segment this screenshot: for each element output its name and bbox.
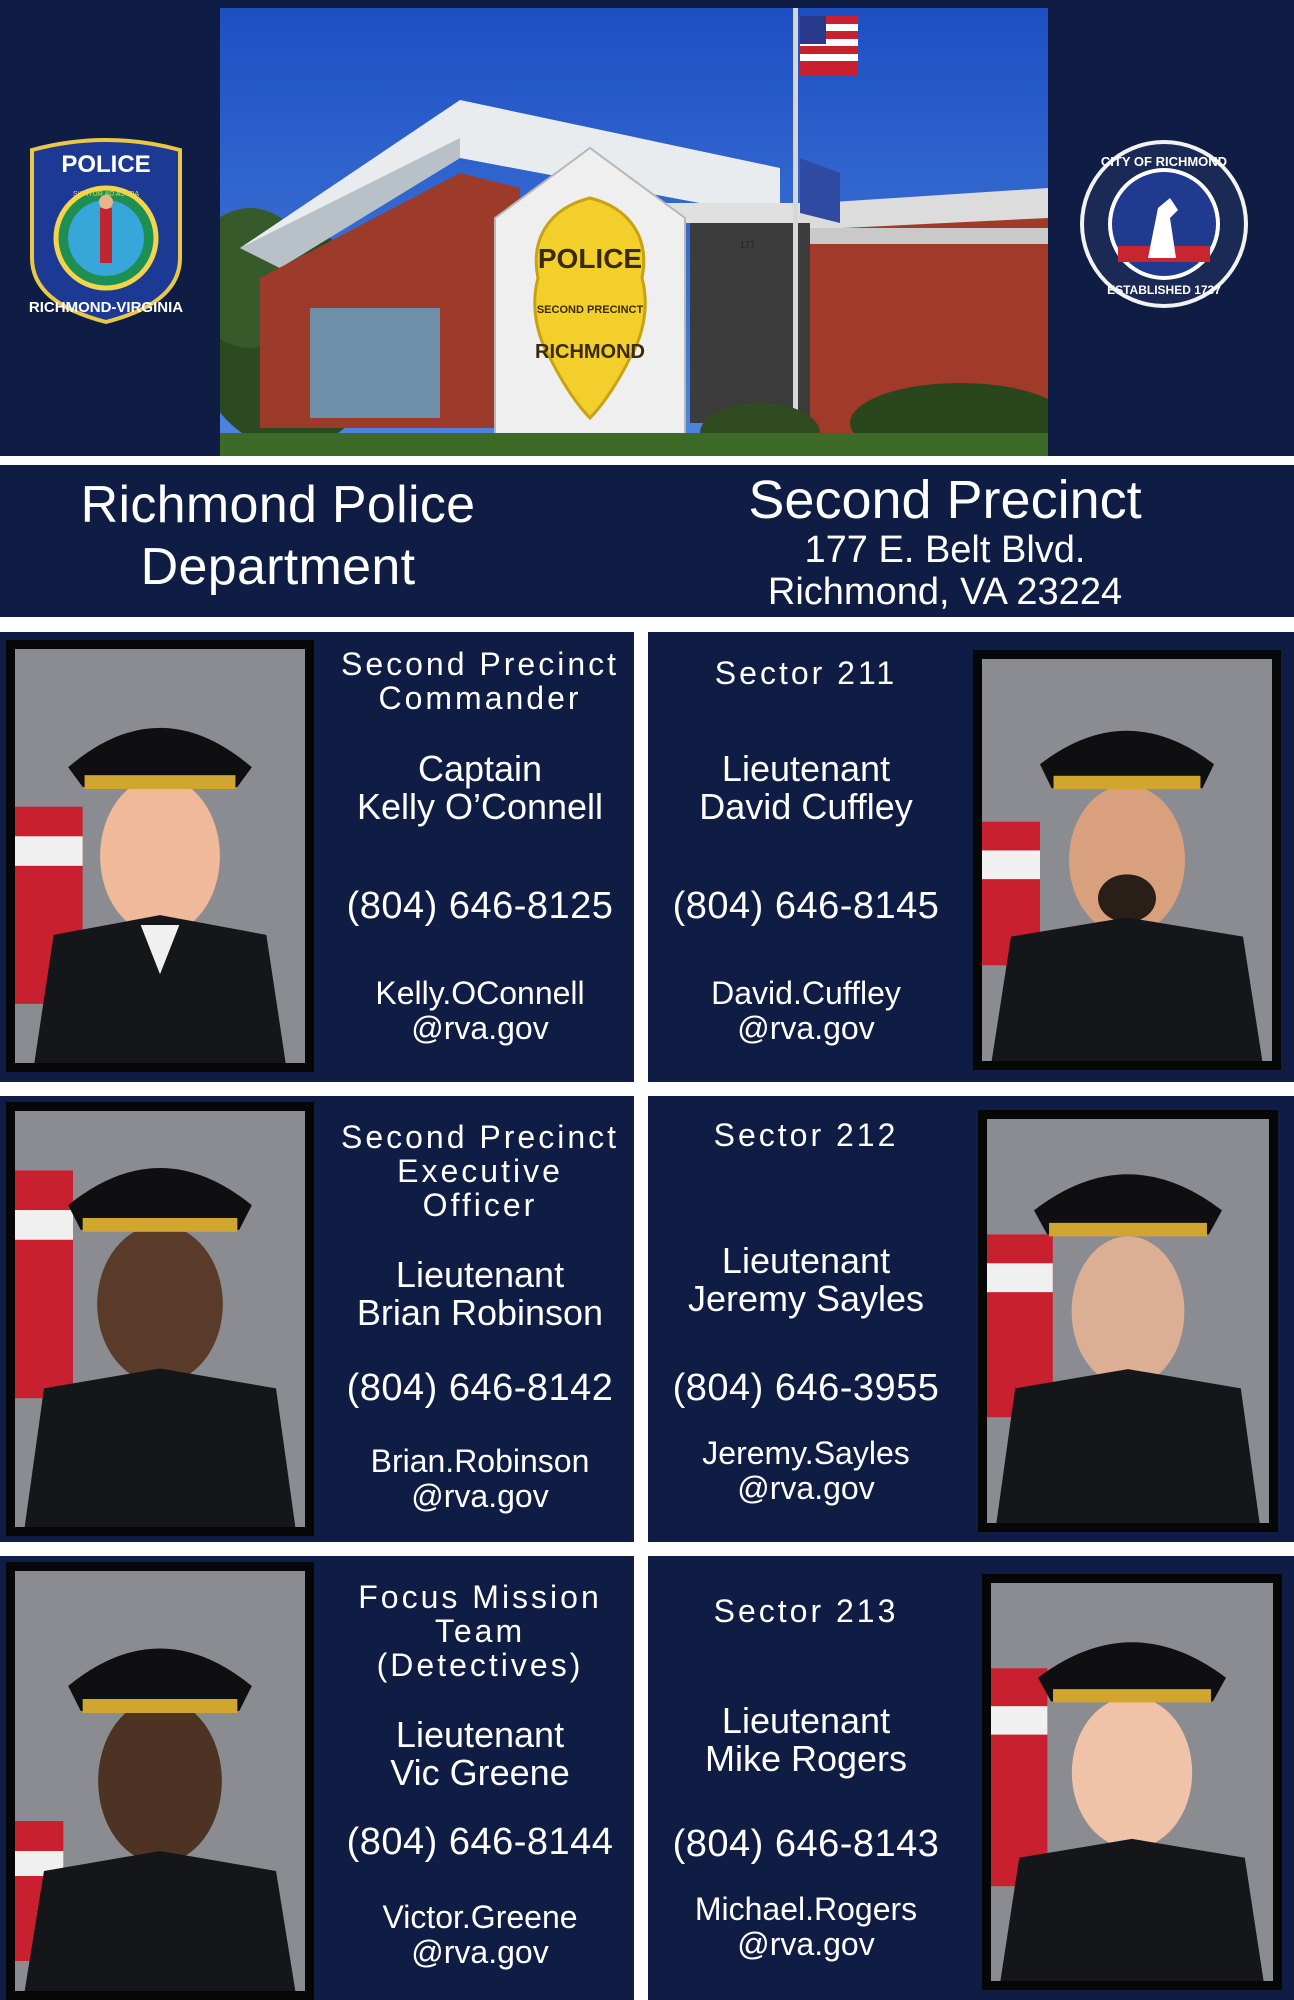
officer-phone[interactable]: (804) 646-8142 <box>346 1367 614 1409</box>
officer-card-sector-212 <box>648 1096 1294 1542</box>
officer-name: David Cuffley <box>699 786 913 827</box>
officer-phone[interactable]: (804) 646-3955 <box>672 1367 940 1409</box>
officer-card-executive-officer <box>0 1096 634 1542</box>
seal-left-title: POLICE <box>61 151 151 178</box>
officer-role: Sector 211 <box>714 655 898 691</box>
officer-name: Brian Robinson <box>356 1292 604 1333</box>
department-name <box>30 474 526 598</box>
officer-photo <box>6 1102 314 1536</box>
us-flag-icon <box>800 16 858 76</box>
officer-rank: Lieutenant <box>395 1254 565 1295</box>
officer-photo <box>6 1562 314 2000</box>
seal-left-motto: SIC ITUR AD ASTRA <box>72 191 140 198</box>
officer-name: Mike Rogers <box>704 1738 908 1779</box>
officer-email-user[interactable]: Michael.Rogers <box>694 1891 918 1927</box>
officer-email-user[interactable]: David.Cuffley <box>711 975 901 1011</box>
seal-left-place: RICHMOND-VIRGINIA <box>28 299 184 316</box>
officer-name: Jeremy Sayles <box>687 1278 925 1319</box>
officer-email-domain[interactable]: @rva.gov <box>411 1934 549 1970</box>
officer-role: Second Precinct Executive Officer <box>340 1119 619 1223</box>
officer-email-user[interactable]: Jeremy.Sayles <box>702 1435 910 1471</box>
officer-card-sector-211 <box>648 632 1294 1082</box>
officer-email-domain[interactable]: @rva.gov <box>737 1926 875 1962</box>
precinct-address <box>690 529 1200 613</box>
seal-right-bottom: ESTABLISHED 1737 <box>1107 283 1221 297</box>
officer-rank: Lieutenant <box>721 1240 891 1281</box>
officer-photo <box>978 1110 1278 1532</box>
officer-phone[interactable]: (804) 646-8145 <box>672 885 940 927</box>
monument-text-top: POLICE <box>537 243 643 274</box>
monument-text-mid: SECOND PRECINCT <box>536 304 644 316</box>
building-number: 177 <box>740 240 756 250</box>
officer-rank: Lieutenant <box>721 1700 891 1741</box>
officer-name: Kelly O’Connell <box>356 786 604 827</box>
officer-photo <box>982 1574 1282 1990</box>
officer-rank: Lieutenant <box>721 748 891 789</box>
department-name-line1: Richmond Police <box>80 476 476 534</box>
officer-role: Second Precinct Commander <box>340 646 619 716</box>
officer-card-focus-mission-team <box>0 1556 634 2000</box>
separator-top <box>0 456 1294 465</box>
precinct-address-line1: 177 E. Belt Blvd. <box>804 529 1086 571</box>
officer-role: Focus Mission Team (Detectives) <box>358 1579 602 1683</box>
officer-role: Sector 212 <box>713 1117 899 1153</box>
officer-phone[interactable]: (804) 646-8125 <box>346 885 614 927</box>
precinct-building-photo <box>220 8 1048 456</box>
officer-phone[interactable]: (804) 646-8144 <box>346 1821 614 1863</box>
officer-role: Sector 213 <box>713 1593 899 1629</box>
precinct-address-line2: Richmond, VA 23224 <box>767 571 1123 613</box>
officer-email-domain[interactable]: @rva.gov <box>737 1010 875 1046</box>
officer-email-user[interactable]: Kelly.OConnell <box>375 975 585 1011</box>
officer-email-domain[interactable]: @rva.gov <box>737 1470 875 1506</box>
officer-phone[interactable]: (804) 646-8143 <box>672 1823 940 1865</box>
officer-email-user[interactable]: Brian.Robinson <box>370 1443 590 1479</box>
department-name-line2: Department <box>140 538 416 596</box>
officer-photo <box>973 650 1281 1070</box>
city-of-richmond-seal-logo <box>1078 138 1250 310</box>
precinct-title: Second Precinct <box>748 470 1142 530</box>
officer-photo <box>6 640 314 1072</box>
officer-email-domain[interactable]: @rva.gov <box>411 1478 549 1514</box>
officer-rank: Lieutenant <box>395 1714 565 1755</box>
officer-name: Vic Greene <box>390 1752 570 1793</box>
officer-email-domain[interactable]: @rva.gov <box>411 1010 549 1046</box>
separator-bottom <box>0 617 1294 626</box>
officer-email-user[interactable]: Victor.Greene <box>382 1899 578 1935</box>
officer-card-sector-213 <box>648 1556 1294 2000</box>
seal-right-top: CITY OF RICHMOND <box>1100 154 1228 169</box>
monument-text-bottom: RICHMOND <box>535 341 645 363</box>
police-seal-logo <box>22 138 190 324</box>
officer-card-commander <box>0 632 634 1082</box>
officer-rank: Captain <box>417 748 543 789</box>
